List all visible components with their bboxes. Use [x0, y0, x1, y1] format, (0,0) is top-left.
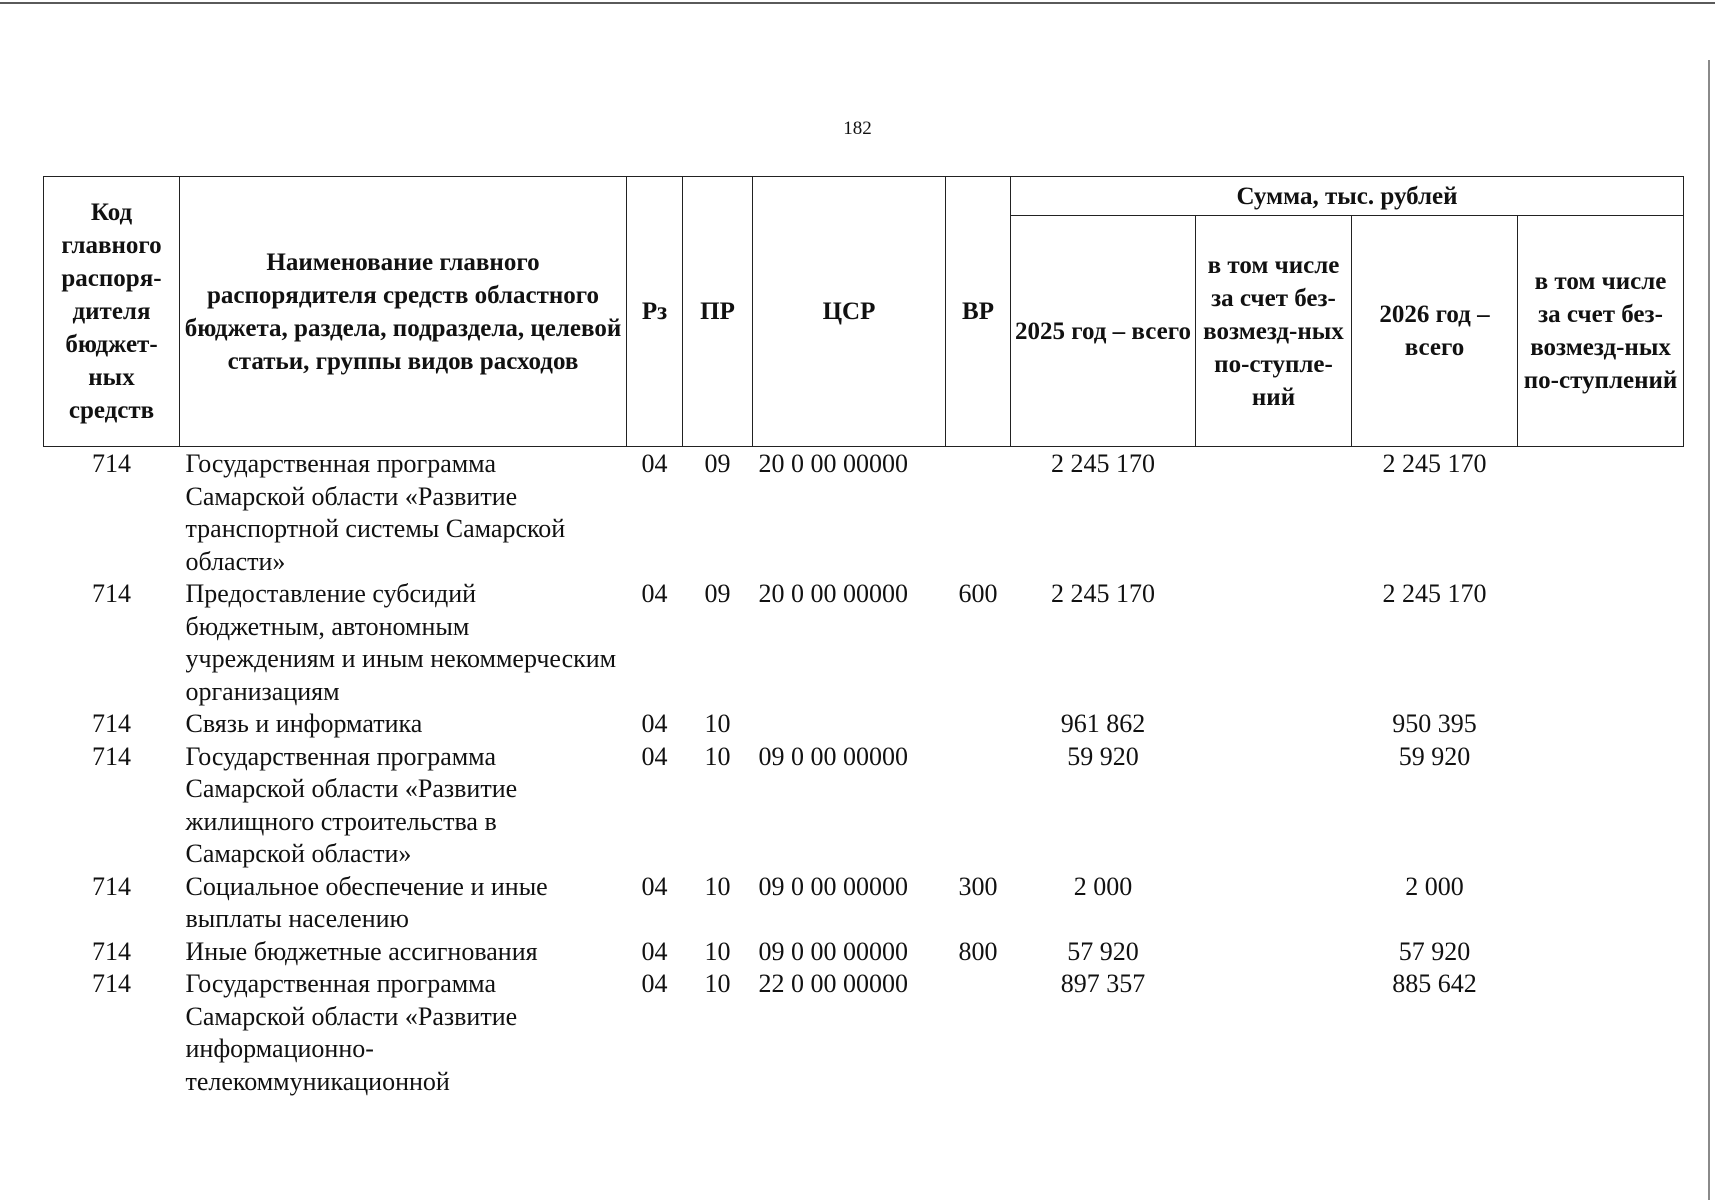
page-top-rule: [0, 2, 1715, 4]
cell-2025-grants: [1196, 447, 1352, 579]
table-body: [44, 447, 1684, 1099]
cell-rz: 04: [641, 936, 668, 966]
cell-rz: 04: [641, 741, 668, 771]
cell-name: Иные бюджетные ассигнования: [185, 936, 538, 966]
cell-code: 714: [92, 936, 131, 966]
cell-name: Государственная программа Самарской области «Развитие транспортной системы Самарской области»: [185, 449, 566, 576]
cell-name: Социальное обеспечение и иные выплаты населению: [185, 871, 548, 933]
header-csr: ЦСР: [753, 177, 946, 447]
cell-2026-total: 2 245 170: [1382, 449, 1487, 478]
table-header: [44, 177, 1684, 447]
cell-2026-total: 885 642: [1392, 969, 1477, 998]
budget-table: [43, 176, 1684, 1098]
cell-rz: 04: [641, 969, 668, 998]
header-sum-group: Сумма, тыс. рублей: [1011, 177, 1684, 216]
cell-csr: 20 0 00 00000: [758, 579, 908, 608]
cell-pr: 09: [704, 579, 731, 608]
cell-vr: [946, 968, 1011, 1098]
table-row: [44, 741, 1684, 871]
cell-vr: [946, 741, 1011, 871]
cell-csr: [753, 708, 946, 741]
cell-vr: [946, 447, 1011, 579]
cell-vr: 300: [958, 871, 998, 901]
cell-2026-grants: [1518, 708, 1684, 741]
cell-2025-grants: [1196, 871, 1352, 936]
cell-code: 714: [92, 709, 131, 738]
header-2026-total: 2026 год – всего: [1352, 216, 1518, 447]
cell-pr: 09: [704, 449, 731, 478]
cell-vr: 600: [958, 579, 998, 608]
cell-pr: 10: [704, 741, 731, 771]
header-code: Код главного распоря-дителя бюджет-ных средств: [44, 177, 180, 447]
cell-2025-grants: [1196, 708, 1352, 741]
cell-pr: 10: [704, 969, 731, 998]
cell-2026-total: 59 920: [1398, 741, 1471, 771]
header-rz: Рз: [627, 177, 683, 447]
cell-2026-grants: [1518, 741, 1684, 871]
cell-csr: 22 0 00 00000: [758, 969, 908, 998]
cell-code: 714: [92, 449, 131, 478]
cell-code: 714: [92, 579, 131, 608]
cell-2026-grants: [1518, 968, 1684, 1098]
cell-2026-grants: [1518, 871, 1684, 936]
cell-2025-grants: [1196, 578, 1352, 708]
page-right-edge: [1708, 60, 1710, 1200]
cell-code: 714: [92, 871, 131, 901]
cell-pr: 10: [704, 871, 731, 901]
cell-2025-total: 2 245 170: [1051, 449, 1155, 478]
cell-pr: 10: [704, 709, 731, 738]
cell-2025-total: 59 920: [1067, 741, 1139, 771]
cell-rz: 04: [641, 579, 668, 608]
cell-2026-total: 2 245 170: [1382, 579, 1487, 608]
cell-csr: 09 0 00 00000: [758, 871, 908, 901]
cell-2026-grants: [1518, 447, 1684, 579]
cell-name: Связь и информатика: [185, 709, 423, 738]
table-row: [44, 708, 1684, 741]
cell-csr: 09 0 00 00000: [758, 936, 908, 966]
cell-csr: 09 0 00 00000: [758, 741, 908, 771]
cell-pr: 10: [704, 936, 731, 966]
cell-2025-total: 897 357: [1060, 969, 1146, 998]
cell-code: 714: [92, 969, 131, 998]
cell-2025-total: 961 862: [1060, 709, 1146, 738]
header-2025-total: 2025 год – всего: [1011, 216, 1196, 447]
table-row: [44, 871, 1684, 936]
cell-name: Предоставление субсидий бюджетным, автономным учреждениям и иным некоммерческим организациям: [185, 579, 617, 706]
cell-name: Государственная программа Самарской области «Развитие информационно-телекоммуникационной: [185, 969, 518, 1096]
cell-2026-total: 950 395: [1392, 709, 1477, 738]
cell-2026-grants: [1518, 578, 1684, 708]
cell-2026-total: 2 000: [1405, 871, 1464, 901]
cell-2025-grants: [1196, 936, 1352, 969]
cell-2025-total: 2 000: [1073, 871, 1133, 901]
cell-name: Государственная программа Самарской области «Развитие жилищного строительства в Самарской области»: [185, 741, 518, 868]
cell-csr: 20 0 00 00000: [758, 449, 908, 478]
table-row: [44, 968, 1684, 1098]
cell-2025-grants: [1196, 741, 1352, 871]
cell-2026-grants: [1518, 936, 1684, 969]
cell-rz: 04: [641, 709, 668, 738]
cell-2025-total: 2 245 170: [1051, 579, 1155, 608]
header-pr: ПР: [683, 177, 753, 447]
cell-vr: [946, 708, 1011, 741]
cell-2026-total: 57 920: [1398, 936, 1471, 966]
table-row: [44, 447, 1684, 579]
header-2025-grants: в том числе за счет без-возмезд-ных по-ступле-ний: [1196, 216, 1352, 447]
cell-2025-total: 57 920: [1067, 936, 1139, 966]
cell-2025-grants: [1196, 968, 1352, 1098]
table-row: [44, 578, 1684, 708]
cell-vr: 800: [958, 936, 998, 966]
page-number: 182: [843, 118, 872, 139]
cell-rz: 04: [641, 449, 668, 478]
cell-rz: 04: [641, 871, 668, 901]
table-row: [44, 936, 1684, 969]
header-name: Наименование главного распорядителя средств областного бюджета, раздела, подраздела, целевой статьи, группы видов расходов: [180, 177, 627, 447]
cell-code: 714: [92, 741, 131, 771]
header-2026-grants: в том числе за счет без-возмезд-ных по-ступлений: [1518, 216, 1684, 447]
header-vr: ВР: [946, 177, 1011, 447]
